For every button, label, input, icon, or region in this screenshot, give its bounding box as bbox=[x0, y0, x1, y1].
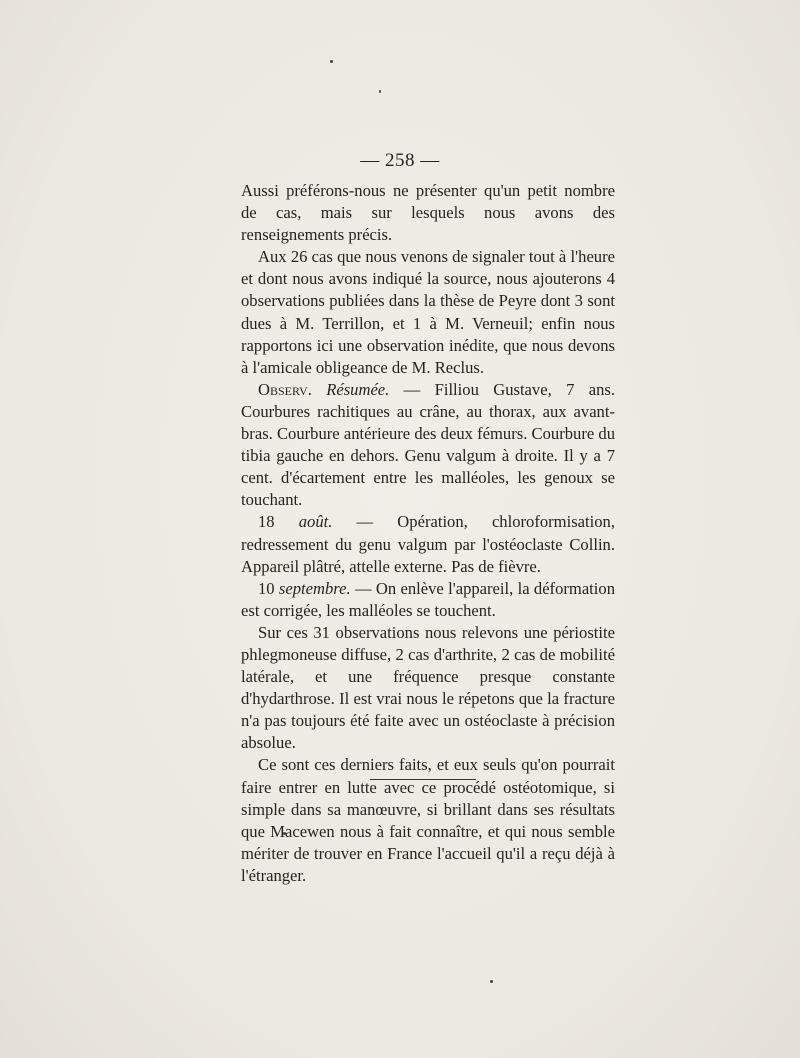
paragraph-text: Aussi préférons-nous ne présenter qu'un petit nombre de cas, mais sur lesquels nous avons des renseignements précis. bbox=[241, 181, 615, 245]
paragraph bbox=[241, 180, 615, 246]
ink-spot bbox=[490, 980, 493, 983]
dated-entry bbox=[241, 578, 615, 622]
paragraph-text: — Opération, chloroformisation, redressement du genu valgum par l'ostéoclaste Collin. Appareil plâtré, attelle externe. Pas de fièvre. bbox=[241, 512, 615, 576]
footnote-rule bbox=[370, 779, 476, 780]
body-text bbox=[241, 180, 615, 887]
paragraph-text: Ce sont ces derniers faits, et eux seuls qu'on pourrait faire entrer en lutte avec ce procédé ostéotomique, si simple dans sa manœuvre, si brillant dans ses résultats que Macewen nous à fait connaître, et qui nous semble mériter de trouver en France l'accueil qu'il a reçu déjà à l'étranger. bbox=[241, 755, 615, 885]
entry-month: septembre. bbox=[278, 578, 351, 598]
observation-label: Observ. bbox=[258, 379, 312, 399]
entry-month: août. bbox=[298, 512, 333, 532]
paragraph bbox=[241, 622, 615, 755]
page-number: — 258 — bbox=[360, 150, 440, 171]
ink-spot bbox=[330, 60, 333, 63]
observation-paragraph bbox=[241, 379, 615, 512]
entry-day: 10 bbox=[258, 578, 279, 598]
dated-entry bbox=[241, 511, 615, 577]
paragraph bbox=[241, 754, 615, 887]
observation-heading: Résumée. bbox=[326, 379, 390, 399]
paragraph bbox=[241, 246, 615, 379]
entry-day: 18 bbox=[258, 512, 299, 532]
paragraph-text: — On enlève l'appareil, la déformation est corrigée, les malléoles se touchent. bbox=[241, 578, 615, 620]
paragraph-text: Sur ces 31 observations nous relevons une périostite phlegmoneuse diffuse, 2 cas d'arthrite, 2 cas de mobilité latérale, et une fréquence presque constante d'hydarthrose. Il est vrai nous le répetons que la fracture n'a pas toujours été faite avec un ostéoclaste à précision absolue. bbox=[241, 622, 615, 753]
ink-spot bbox=[379, 90, 381, 93]
paragraph-text: — Filliou Gustave, 7 ans. Courbures rachitiques au crâne, au thorax, aux avant-bras. Courbure antérieure des deux fémurs. Courbure du tibia gauche en dehors. Genu valgum à droite. Il y a 7 cent. d'écartement entre les malléoles, les genoux se touchant. bbox=[241, 379, 615, 510]
paragraph-text: Aux 26 cas que nous venons de signaler tout à l'heure et dont nous avons indiqué la source, nous ajouterons 4 observations publiées dans la thèse de Peyre dont 3 sont dues à M. Terrillon, et 1 à M. Verneuil; enfin nous rapportons ici une observation inédite, que nous devons à l'amicale obligeance de M. Reclus. bbox=[241, 247, 615, 377]
